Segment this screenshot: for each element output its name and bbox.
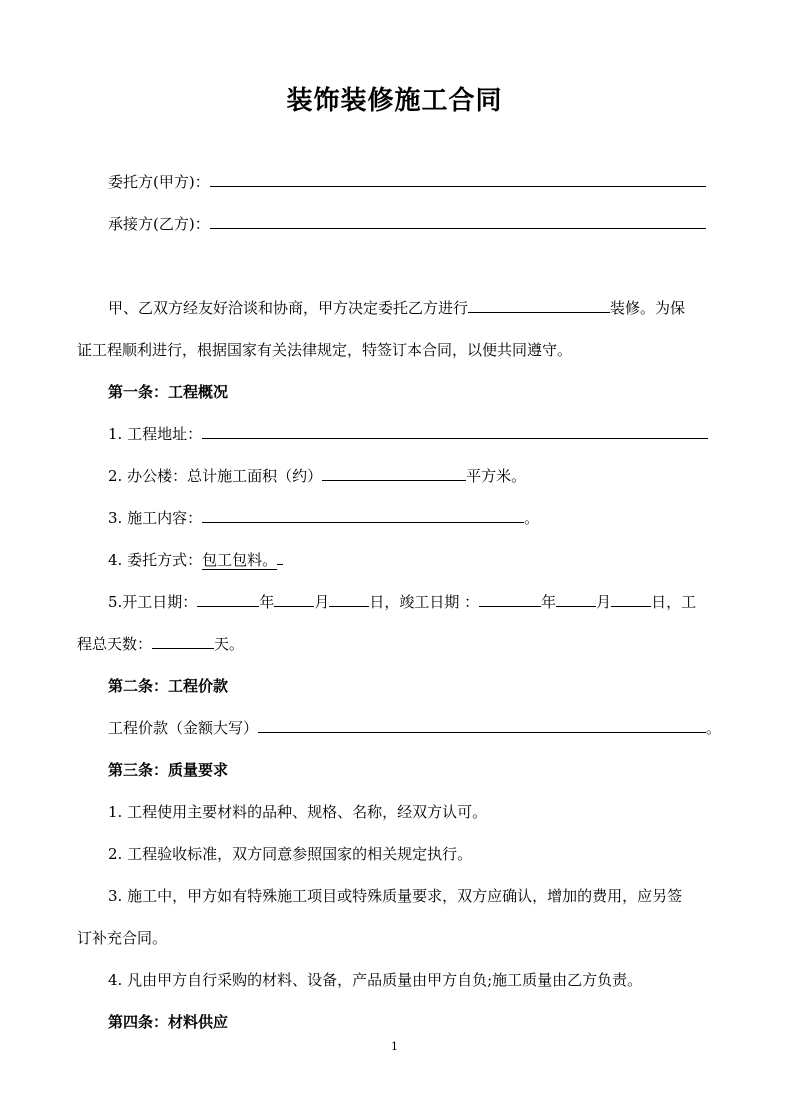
total-days-label: 程总天数： [77,635,153,653]
total-days-row [77,634,244,654]
area-blank[interactable] [322,466,466,481]
party-b-blank[interactable] [210,214,706,229]
address-row [108,424,708,444]
address-label: 1. 工程地址： [108,425,203,443]
dates-row [108,592,696,612]
party-a-blank[interactable] [210,172,706,187]
price-row [108,718,721,738]
end-year-blank[interactable] [479,592,541,607]
section3-heading: 第三条：质量要求 [108,761,229,779]
total-days-blank[interactable] [152,634,214,649]
page-number: 1 [391,1040,398,1053]
start-month-blank[interactable] [274,592,314,607]
intro-text-2: 装修。为保 [610,299,686,317]
end-month-unit: 月 [596,593,612,611]
price-label: 工程价款（金额大写） [108,719,259,737]
method-row [108,550,283,570]
start-date-label: 5.开工日期： [108,593,198,611]
start-month-unit: 月 [314,593,330,611]
end-month-blank[interactable] [556,592,596,607]
price-blank[interactable] [258,718,706,733]
intro-text-1: 甲、乙双方经友好洽谈和协商，甲方决定委托乙方进行 [108,299,469,317]
content-label: 3. 施工内容： [108,509,203,527]
end-day-unit: 日，工 [651,593,697,611]
party-a-row [108,172,706,192]
intro-line-1 [108,298,685,318]
party-a-label: 委托方(甲方)： [108,173,210,191]
area-row [108,466,526,486]
start-day-blank[interactable] [329,592,369,607]
method-underline-tail [277,550,283,565]
quality-item-3-line-2: 订补充合同。 [77,929,168,947]
method-label: 4. 委托方式： [108,551,203,569]
party-b-label: 承接方(乙方)： [108,215,210,233]
address-blank[interactable] [202,424,708,439]
content-end: 。 [524,509,540,527]
contract-title: 装饰装修施工合同 [286,86,503,116]
total-days-unit: 天。 [214,635,245,653]
quality-item-4: 4. 凡由甲方自行采购的材料、设备，产品质量由甲方自负;施工质量由乙方负责。 [108,971,643,989]
area-unit: 平方米。 [466,467,527,485]
end-year-unit: 年 [541,593,557,611]
start-year-blank[interactable] [197,592,259,607]
section2-heading: 第二条：工程价款 [108,677,229,695]
party-b-row [108,214,706,234]
content-row [108,508,539,528]
start-day-unit: 日， [369,593,400,611]
quality-item-2: 2. 工程验收标准，双方同意参照国家的相关规定执行。 [108,845,473,863]
area-label: 2. 办公楼：总计施工面积（约） [108,467,323,485]
content-blank[interactable] [202,508,524,523]
start-year-unit: 年 [259,593,275,611]
section1-heading: 第一条：工程概况 [108,383,229,401]
end-date-label: 竣工日期 ： [399,593,480,611]
method-value: 包工包料。 [202,551,278,569]
price-end: 。 [706,719,722,737]
project-name-blank[interactable] [468,298,610,313]
intro-line-2: 证工程顺利进行，根据国家有关法律规定，特签订本合同，以便共同遵守。 [77,341,573,359]
quality-item-3-line-1: 3. 施工中，甲方如有特殊施工项目或特殊质量要求，双方应确认，增加的费用，应另签 [108,887,683,905]
quality-item-1: 1. 工程使用主要材料的品种、规格、名称，经双方认可。 [108,803,488,821]
end-day-blank[interactable] [611,592,651,607]
section4-heading: 第四条：材料供应 [108,1013,229,1031]
